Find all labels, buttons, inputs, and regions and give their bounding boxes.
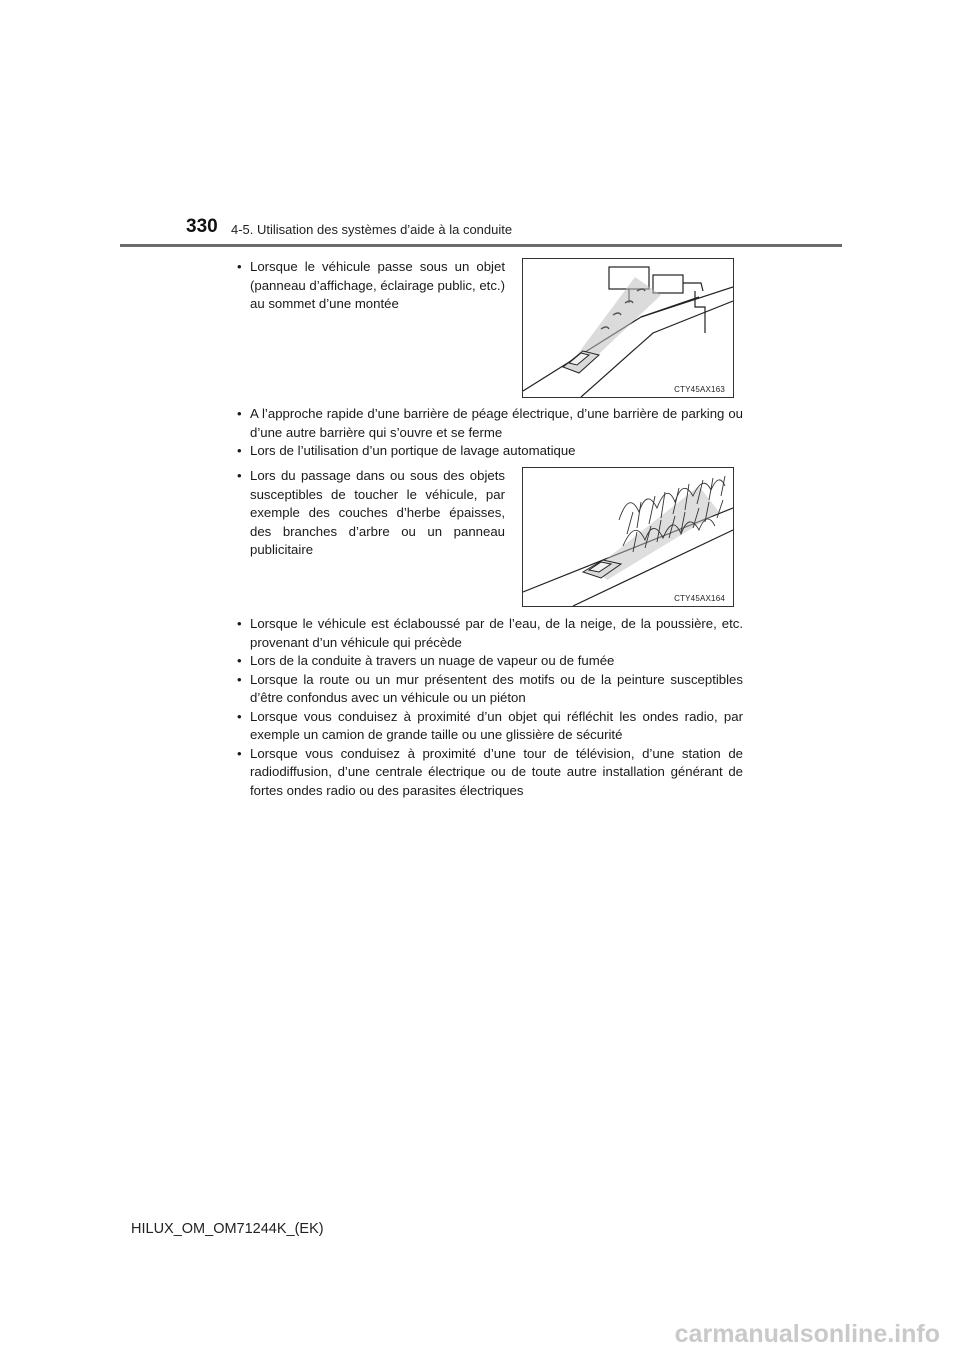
hill-sign-illustration xyxy=(523,259,733,397)
figure-code: CTY45AX164 xyxy=(674,594,725,603)
header-rule xyxy=(120,244,842,247)
watermark: carmanualsonline.info xyxy=(674,1320,940,1348)
tall-grass-illustration xyxy=(523,468,733,606)
list-item: • Lors du passage dans ou sous des objets susceptibles de toucher le véhicule, par exemple des couches d’herbe épaisses, des branches d’arbre ou un panneau publicitaire xyxy=(237,467,505,560)
list-item: • Lorsque vous conduisez à proximité d’une tour de télévision, d’une station de radiodiffusion, d’une centrale électrique ou de toute autre installation générant de fortes ondes radio ou des parasites électriques xyxy=(237,745,743,801)
list-item: • Lors de la conduite à travers un nuage de vapeur ou de fumée xyxy=(237,652,743,671)
list-item: • Lors de l’utilisation d’un portique de lavage automatique xyxy=(237,442,743,461)
bullet-list-1 xyxy=(237,258,505,314)
figure-tall-grass xyxy=(522,467,734,607)
bullet-list-4 xyxy=(237,615,743,800)
figure-code: CTY45AX163 xyxy=(674,385,725,394)
figure-hill-sign xyxy=(522,258,734,398)
list-item: • Lorsque le véhicule passe sous un objet (panneau d’affichage, éclairage public, etc.) au sommet d’une montée xyxy=(237,258,505,314)
list-item: • A l’approche rapide d’une barrière de péage électrique, d’une barrière de parking ou d’une autre barrière qui s’ouvre et se ferme xyxy=(237,405,743,442)
list-item: • Lorsque la route ou un mur présentent des motifs ou de la peinture susceptibles d’être confondus avec un véhicule ou un piéton xyxy=(237,671,743,708)
page-number: 330 xyxy=(186,216,218,237)
footer-doc-id: HILUX_OM_OM71244K_(EK) xyxy=(131,1221,324,1237)
list-item: • Lorsque le véhicule est éclaboussé par de l’eau, de la neige, de la poussière, etc. provenant d’un véhicule qui précède xyxy=(237,615,743,652)
section-title: 4-5. Utilisation des systèmes d’aide à la conduite xyxy=(231,222,513,237)
list-item: • Lorsque vous conduisez à proximité d’un objet qui réfléchit les ondes radio, par exemple un camion de grande taille ou une glissière de sécurité xyxy=(237,708,743,745)
bullet-list-3 xyxy=(237,467,505,560)
bullet-list-2 xyxy=(237,405,743,461)
